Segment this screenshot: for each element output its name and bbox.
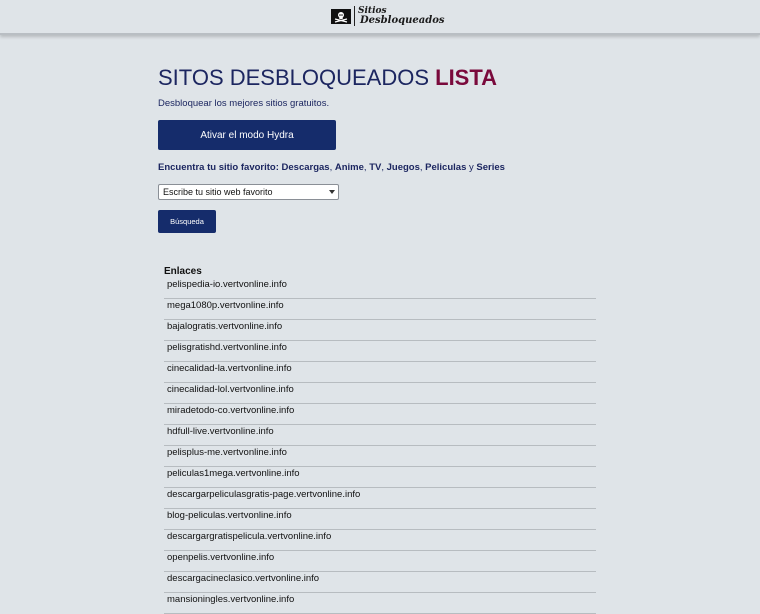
site-logo[interactable] xyxy=(331,5,445,27)
favorite-site-select[interactable] xyxy=(158,184,339,200)
select-value: Escribe tu sitio web favorito xyxy=(163,187,273,197)
list-item xyxy=(164,551,596,572)
category-peliculas: Peliculas xyxy=(425,162,467,173)
page-title-accent: LISTA xyxy=(435,65,498,90)
category-series: Series xyxy=(476,162,505,173)
link-item[interactable]: cinecalidad-la.vertvonline.info xyxy=(167,363,292,374)
links-section xyxy=(164,266,596,614)
logo-text xyxy=(358,7,445,25)
find-prefix: Encuentra tu sitio favorito: xyxy=(158,162,282,173)
list-item xyxy=(164,299,596,320)
category-tv: TV xyxy=(369,162,382,173)
link-item[interactable]: pelisplus-me.vertvonline.info xyxy=(167,447,287,458)
hydra-mode-button[interactable]: Ativar el modo Hydra xyxy=(158,120,336,150)
list-item xyxy=(164,572,596,593)
separator: , xyxy=(419,162,426,173)
link-item[interactable]: miradetodo-co.vertvonline.info xyxy=(167,405,295,416)
link-item[interactable]: mansioningles.vertvonline.info xyxy=(167,594,295,605)
link-item[interactable]: hdfull-live.vertvonline.info xyxy=(167,426,274,437)
list-item xyxy=(164,341,596,362)
find-favorite-text xyxy=(158,162,505,173)
link-list xyxy=(164,278,596,614)
logo-divider xyxy=(354,6,355,26)
list-item xyxy=(164,488,596,509)
list-item xyxy=(164,446,596,467)
link-item[interactable]: openpelis.vertvonline.info xyxy=(167,552,275,563)
list-item xyxy=(164,383,596,404)
pirate-flag-icon xyxy=(331,9,351,24)
separator: y xyxy=(466,162,477,173)
list-item xyxy=(164,278,596,299)
link-item[interactable]: descargacineclasico.vertvonline.info xyxy=(167,573,320,584)
list-item xyxy=(164,362,596,383)
list-item xyxy=(164,425,596,446)
list-item xyxy=(164,404,596,425)
link-item[interactable]: mega1080p.vertvonline.info xyxy=(167,300,284,311)
category-juegos: Juegos xyxy=(386,162,420,173)
list-item xyxy=(164,320,596,341)
list-item xyxy=(164,593,596,614)
page-subtitle: Desbloquear los mejores sitios gratuitos. xyxy=(158,98,330,109)
link-item[interactable]: descargargratispelicula.vertvonline.info xyxy=(167,531,332,542)
list-item xyxy=(164,467,596,488)
link-item[interactable]: pelispedia-io.vertvonline.info xyxy=(167,279,287,290)
list-item xyxy=(164,530,596,551)
link-item[interactable]: descargarpeliculasgratis-page.vertvonline.info xyxy=(167,489,361,500)
link-item[interactable]: bajalogratis.vertvonline.info xyxy=(167,321,283,332)
category-descargas: Descargas xyxy=(281,162,330,173)
separator: , xyxy=(381,162,387,173)
page-title-main: SITOS DESBLOQUEADOS xyxy=(158,65,436,90)
category-anime: Anime xyxy=(334,162,364,173)
separator: , xyxy=(329,162,335,173)
list-item xyxy=(164,509,596,530)
link-item[interactable]: peliculas1mega.vertvonline.info xyxy=(167,468,300,479)
logo-line-2: Desbloqueados xyxy=(360,15,445,26)
logo-line-1: Sitios xyxy=(358,6,387,16)
link-item[interactable]: blog-peliculas.vertvonline.info xyxy=(167,510,292,521)
links-title: Enlaces xyxy=(164,266,202,277)
top-bar xyxy=(0,0,760,35)
link-item[interactable]: pelisgratishd.vertvonline.info xyxy=(167,342,287,353)
search-button[interactable]: Búsqueda xyxy=(158,210,216,233)
separator: , xyxy=(363,162,370,173)
page-title xyxy=(158,65,497,91)
link-item[interactable]: cinecalidad-lol.vertvonline.info xyxy=(167,384,294,395)
caret-down-icon xyxy=(329,190,335,194)
